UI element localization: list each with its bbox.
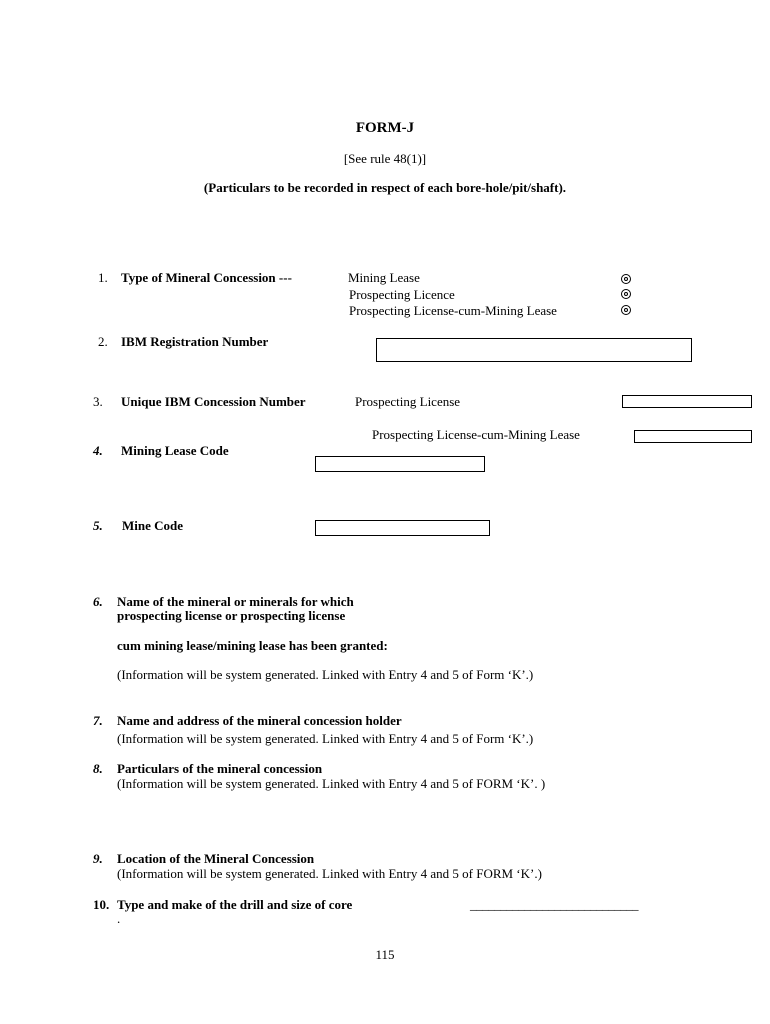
concession-pl-label: Prospecting License (355, 394, 461, 409)
mining-lease-code-field[interactable] (315, 456, 485, 472)
item-8-label: Particulars of the mineral concession (117, 761, 323, 776)
item-6-number: 6. (93, 594, 103, 609)
option-prospecting-licence-label: Prospecting Licence (349, 287, 455, 302)
item-6-label-line1: Name of the mineral or minerals for which (117, 594, 354, 609)
item-4-label: Mining Lease Code (121, 443, 229, 458)
item-2-label: IBM Registration Number (121, 334, 269, 349)
mine-code-field[interactable] (315, 520, 490, 536)
item-6-label-line3: cum mining lease/mining lease has been granted: (117, 638, 388, 653)
item-9-number: 9. (93, 851, 103, 866)
item-5-number: 5. (93, 518, 103, 533)
ibm-registration-number-field[interactable] (376, 338, 692, 362)
radio-prospecting-licence[interactable] (621, 289, 631, 299)
item-7-note: (Information will be system generated. Linked with Entry 4 and 5 of Form ‘K’.) (117, 731, 534, 746)
concession-pl-field[interactable] (622, 395, 752, 408)
form-title: FORM-J (355, 120, 415, 136)
item-9-label: Location of the Mineral Concession (117, 851, 315, 866)
item-1-label: Type of Mineral Concession --- (121, 270, 292, 285)
item-6-label-line2: prospecting license or prospecting license (117, 608, 346, 623)
item-10-trailing-dot: . (117, 911, 121, 926)
radio-pl-cum-ml[interactable] (621, 305, 631, 315)
item-3-number: 3. (93, 394, 103, 409)
item-2-number: 2. (98, 334, 108, 349)
item-4-number: 4. (93, 443, 103, 458)
form-subtitle: (Particulars to be recorded in respect of each bore-hole/pit/shaft). (203, 180, 567, 195)
drill-type-blank-field[interactable]: ____________________________ (470, 897, 638, 912)
option-mining-lease-label: Mining Lease (348, 270, 420, 285)
item-5-label: Mine Code (122, 518, 184, 533)
rule-reference: [See rule 48(1)] (343, 151, 427, 166)
item-3-label: Unique IBM Concession Number (121, 394, 306, 409)
page-number: 115 (375, 947, 395, 962)
item-10-number: 10. (93, 897, 110, 912)
item-10-label: Type and make of the drill and size of core (117, 897, 353, 912)
item-8-note: (Information will be system generated. Linked with Entry 4 and 5 of FORM ‘K’. ) (117, 776, 546, 791)
item-8-number: 8. (93, 761, 103, 776)
item-6-note: (Information will be system generated. Linked with Entry 4 and 5 of Form ‘K’.) (117, 667, 534, 682)
item-7-number: 7. (93, 713, 103, 728)
concession-pl-cum-ml-field[interactable] (634, 430, 752, 443)
item-9-note: (Information will be system generated. Linked with Entry 4 and 5 of FORM ‘K’.) (117, 866, 542, 881)
item-7-label: Name and address of the mineral concession holder (117, 713, 402, 728)
radio-mining-lease[interactable] (621, 274, 631, 284)
option-pl-cum-ml-label: Prospecting License-cum-Mining Lease (349, 303, 557, 318)
concession-pl-cum-ml-label: Prospecting License-cum-Mining Lease (372, 427, 580, 442)
item-1-number: 1. (98, 270, 108, 285)
